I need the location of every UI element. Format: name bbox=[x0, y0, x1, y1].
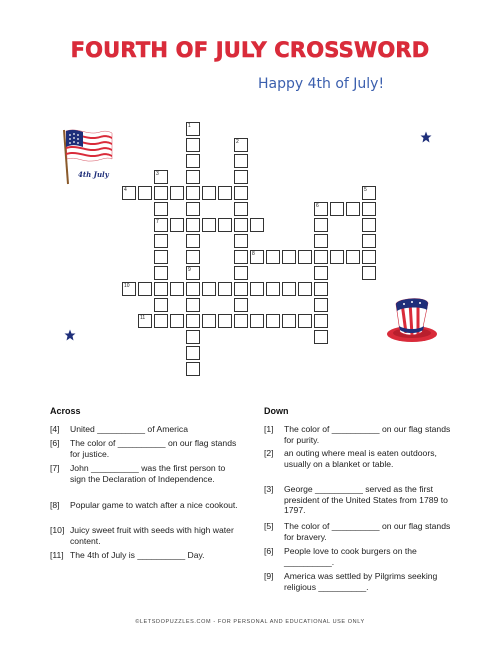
crossword-cell[interactable] bbox=[314, 266, 328, 280]
crossword-cell[interactable] bbox=[186, 298, 200, 312]
crossword-cell[interactable] bbox=[154, 298, 168, 312]
crossword-cell[interactable] bbox=[266, 314, 280, 328]
clue-text: an outing where meal is eaten outdoors, usually on a blanket or table. bbox=[284, 448, 437, 469]
clue-number: 2 bbox=[236, 139, 239, 145]
crossword-cell[interactable] bbox=[234, 234, 248, 248]
crossword-cell[interactable] bbox=[154, 234, 168, 248]
clue-text: Juicy sweet fruit with seeds with high water content. bbox=[70, 525, 234, 546]
down-heading: Down bbox=[264, 406, 289, 416]
clue-text: Popular game to watch after a nice cookout. bbox=[70, 500, 238, 510]
crossword-cell[interactable] bbox=[186, 154, 200, 168]
clue-text: United __________ of America bbox=[70, 424, 189, 434]
crossword-cell[interactable] bbox=[234, 202, 248, 216]
crossword-cell[interactable] bbox=[154, 314, 168, 328]
crossword-cell[interactable] bbox=[282, 250, 296, 264]
crossword-cell[interactable] bbox=[186, 250, 200, 264]
clue-text: America was settled by Pilgrims seeking religious __________. bbox=[284, 571, 438, 592]
clue-label: [5] bbox=[264, 521, 274, 531]
crossword-cell[interactable] bbox=[186, 170, 200, 184]
crossword-cell[interactable] bbox=[234, 218, 248, 232]
crossword-cell[interactable] bbox=[234, 282, 248, 296]
clue-text: The 4th of July is __________ Day. bbox=[70, 550, 205, 560]
clue-number: 1 bbox=[188, 123, 191, 129]
clue-text: The color of __________ on our flag stands for justice. bbox=[70, 438, 237, 459]
clue-number: 3 bbox=[156, 171, 159, 177]
crossword-cell[interactable] bbox=[314, 250, 328, 264]
clue-text: The color of __________ on our flag stands for purity. bbox=[284, 424, 451, 445]
crossword-cell[interactable] bbox=[186, 362, 200, 376]
crossword-cell[interactable] bbox=[234, 170, 248, 184]
clue-label: [9] bbox=[264, 571, 274, 581]
clue-label: [7] bbox=[50, 463, 60, 473]
clue-text: The color of __________ on our flag stands for bravery. bbox=[284, 521, 451, 542]
crossword-cell[interactable] bbox=[234, 266, 248, 280]
crossword-cell[interactable] bbox=[202, 218, 216, 232]
clue-number: 4 bbox=[124, 187, 127, 193]
clue-number: 10 bbox=[124, 283, 130, 289]
crossword-cell[interactable] bbox=[314, 218, 328, 232]
crossword-cell[interactable] bbox=[186, 314, 200, 328]
crossword-cell[interactable] bbox=[186, 330, 200, 344]
crossword-cell[interactable] bbox=[362, 250, 376, 264]
clue-label: [6] bbox=[50, 438, 60, 448]
crossword-cell[interactable] bbox=[154, 250, 168, 264]
crossword-cell[interactable] bbox=[234, 314, 248, 328]
clue-text: John __________ was the first person to sign the Declaration of Independence. bbox=[70, 463, 226, 484]
clue-label: [6] bbox=[264, 546, 274, 556]
crossword-cell[interactable] bbox=[202, 186, 216, 200]
crossword-cell[interactable] bbox=[186, 202, 200, 216]
crossword-cell[interactable] bbox=[330, 250, 344, 264]
crossword-cell[interactable] bbox=[186, 346, 200, 360]
crossword-cell[interactable] bbox=[362, 202, 376, 216]
clue-number: 6 bbox=[316, 203, 319, 209]
crossword-cell[interactable] bbox=[298, 282, 312, 296]
crossword-cell[interactable] bbox=[186, 282, 200, 296]
crossword-cell[interactable] bbox=[266, 282, 280, 296]
clue-label: [11] bbox=[50, 550, 64, 560]
footer-copyright: ©LETSDOPUZZLES.COM - FOR PERSONAL AND EDUCATIONAL USE ONLY bbox=[135, 619, 365, 625]
crossword-cell[interactable] bbox=[218, 218, 232, 232]
clue-number: 8 bbox=[252, 251, 255, 257]
crossword-cell[interactable] bbox=[154, 186, 168, 200]
clue-text: George __________ served as the first president of the United States from 1789 to 1797. bbox=[284, 484, 448, 515]
crossword-cell[interactable] bbox=[186, 186, 200, 200]
crossword-cell[interactable] bbox=[250, 218, 264, 232]
clue-text: People love to cook burgers on the __________. bbox=[284, 546, 417, 567]
crossword-cell[interactable] bbox=[346, 202, 360, 216]
clue-number: 7 bbox=[156, 219, 159, 225]
crossword-cell[interactable] bbox=[218, 314, 232, 328]
clue-number: 9 bbox=[188, 267, 191, 273]
crossword-cell[interactable] bbox=[298, 314, 312, 328]
crossword-cell[interactable] bbox=[154, 266, 168, 280]
crossword-cell[interactable] bbox=[362, 218, 376, 232]
crossword-cell[interactable] bbox=[298, 250, 312, 264]
crossword-cell[interactable] bbox=[314, 282, 328, 296]
crossword-cell[interactable] bbox=[266, 250, 280, 264]
clue-number: 5 bbox=[364, 187, 367, 193]
crossword-cell[interactable] bbox=[138, 186, 152, 200]
crossword-cell[interactable] bbox=[346, 250, 360, 264]
crossword-cell[interactable] bbox=[234, 298, 248, 312]
across-heading: Across bbox=[50, 406, 81, 416]
clue-label: [4] bbox=[50, 424, 60, 434]
crossword-cell[interactable] bbox=[250, 314, 264, 328]
crossword-cell[interactable] bbox=[138, 282, 152, 296]
crossword-cell[interactable] bbox=[314, 298, 328, 312]
page-title: FOURTH OF JULY CROSSWORD bbox=[70, 38, 430, 62]
crossword-cell[interactable] bbox=[202, 314, 216, 328]
crossword-cell[interactable] bbox=[234, 154, 248, 168]
clue-label: [3] bbox=[264, 484, 274, 494]
crossword-cell[interactable] bbox=[314, 314, 328, 328]
crossword-cell[interactable] bbox=[186, 218, 200, 232]
crossword-cell[interactable] bbox=[282, 282, 296, 296]
clue-label: [1] bbox=[264, 424, 274, 434]
clue-number: 11 bbox=[140, 315, 146, 321]
page-subtitle: Happy 4th of July! bbox=[258, 76, 385, 92]
crossword-cell[interactable] bbox=[282, 314, 296, 328]
crossword-cell[interactable] bbox=[154, 282, 168, 296]
crossword-cell[interactable] bbox=[170, 186, 184, 200]
crossword-cell[interactable] bbox=[250, 282, 264, 296]
crossword-cell[interactable] bbox=[218, 282, 232, 296]
crossword-cell[interactable] bbox=[314, 234, 328, 248]
crossword-cell[interactable] bbox=[362, 266, 376, 280]
crossword-cell[interactable] bbox=[170, 218, 184, 232]
crossword-cell[interactable] bbox=[234, 250, 248, 264]
crossword-cell[interactable] bbox=[170, 282, 184, 296]
crossword-cell[interactable] bbox=[234, 186, 248, 200]
crossword-cell[interactable] bbox=[314, 330, 328, 344]
crossword-cell[interactable] bbox=[362, 234, 376, 248]
crossword-cell[interactable] bbox=[154, 202, 168, 216]
clue-label: [2] bbox=[264, 448, 274, 458]
crossword-cell[interactable] bbox=[170, 314, 184, 328]
crossword-cell[interactable] bbox=[218, 186, 232, 200]
clue-label: [10] bbox=[50, 525, 65, 535]
clue-label: [8] bbox=[50, 500, 60, 510]
flag-caption: 4th July bbox=[78, 170, 109, 179]
crossword-cell[interactable] bbox=[330, 202, 344, 216]
crossword-cell[interactable] bbox=[202, 282, 216, 296]
crossword-cell[interactable] bbox=[186, 234, 200, 248]
crossword-cell[interactable] bbox=[186, 138, 200, 152]
